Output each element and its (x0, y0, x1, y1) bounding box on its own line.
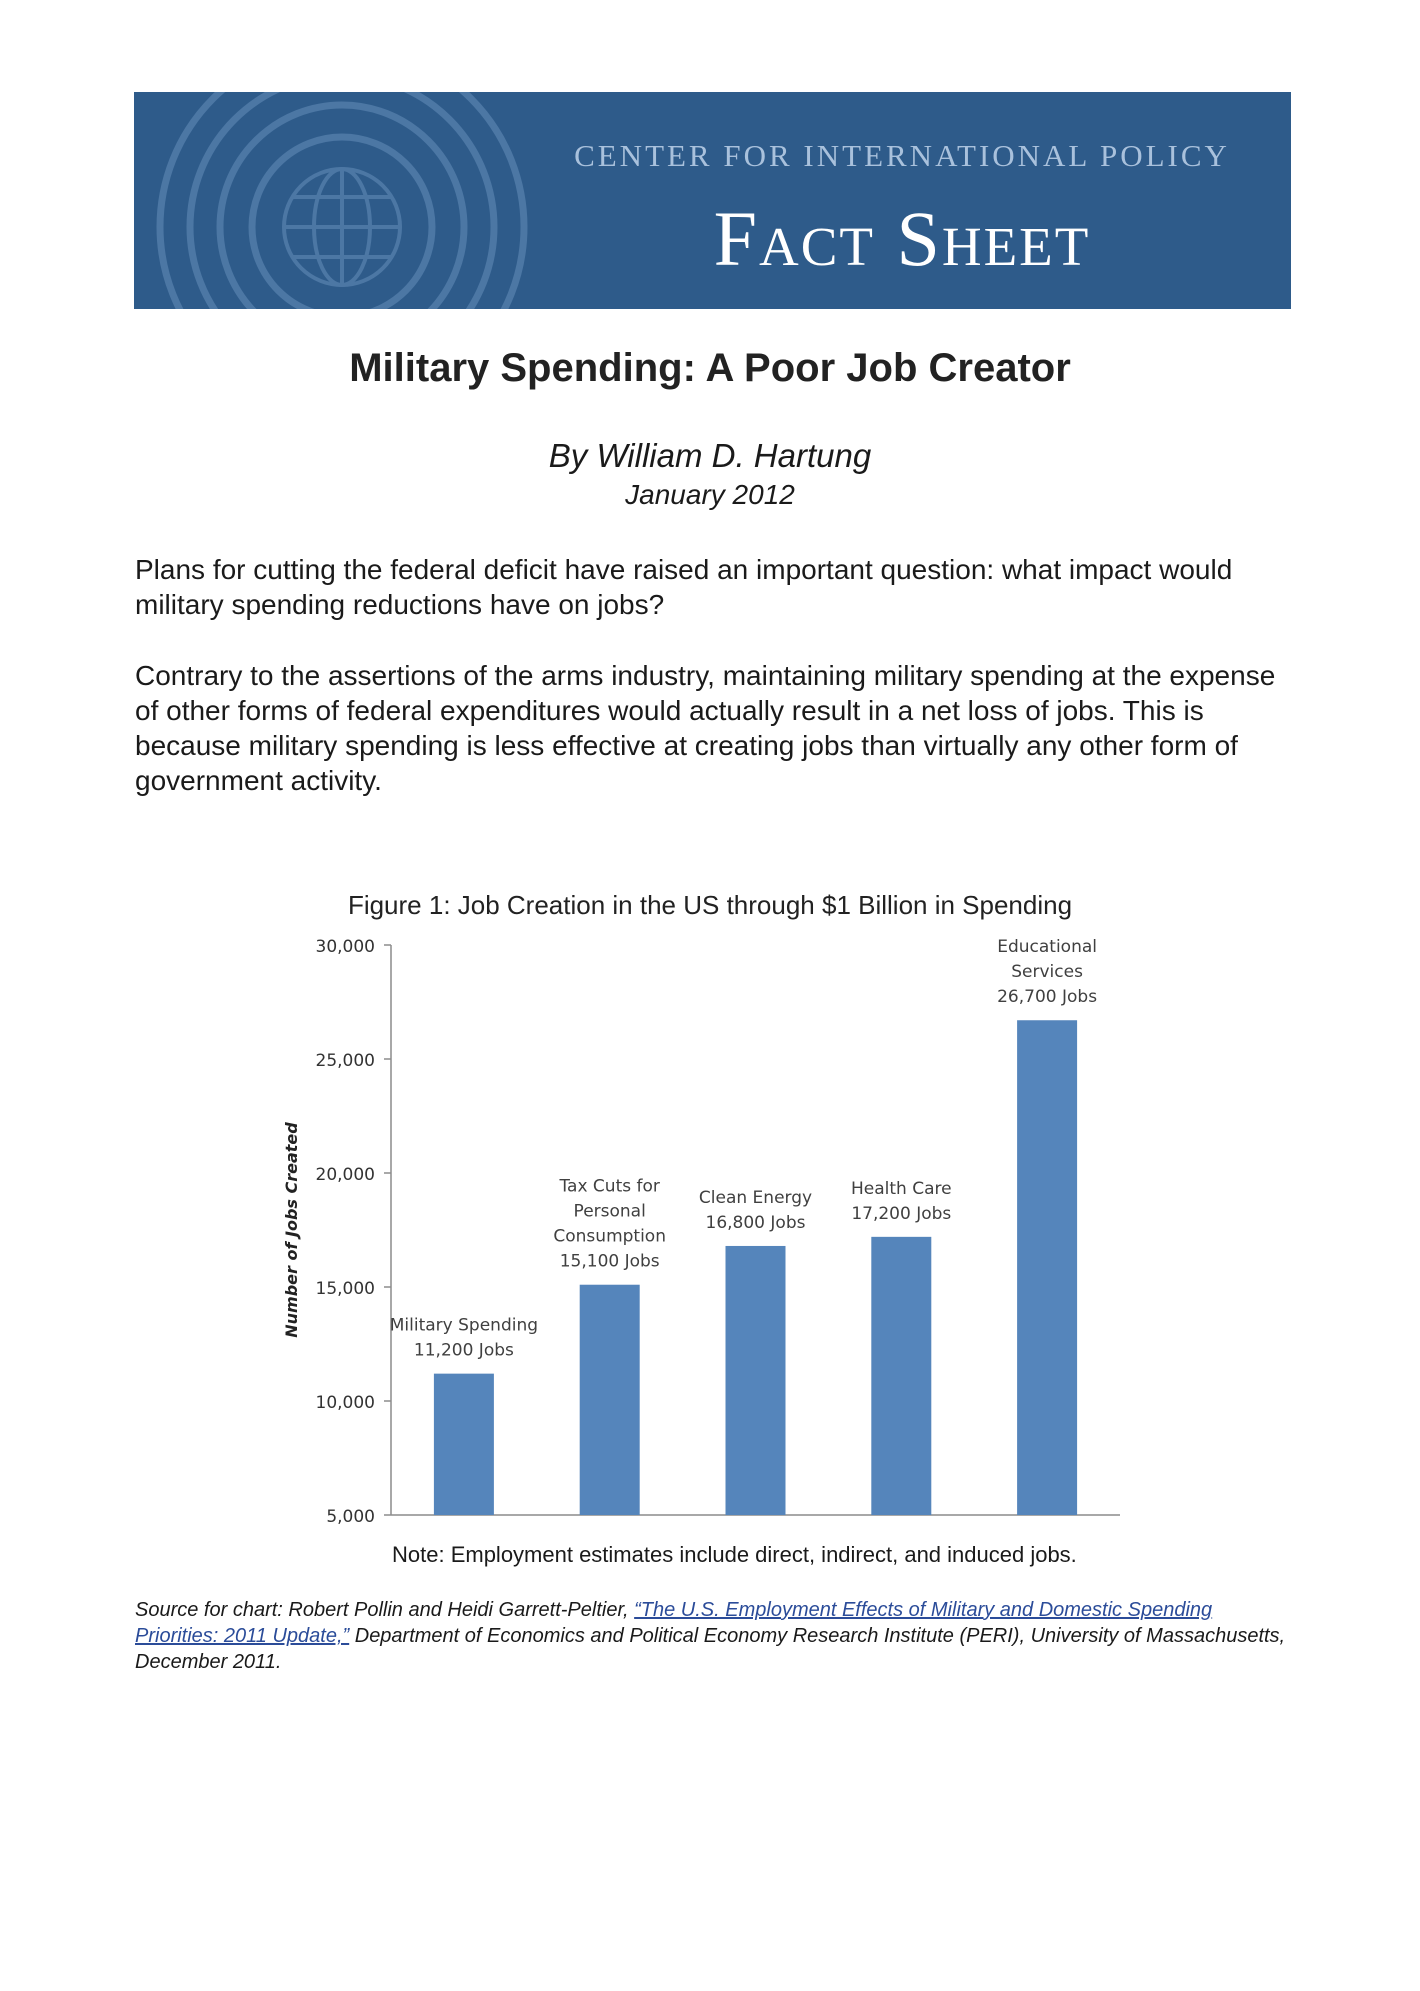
data-label: Clean Energy (698, 1187, 813, 1208)
data-label: 17,200 Jobs (851, 1203, 952, 1224)
source-suffix: Department of Economics and Political Economy Research Institute (PERI), University of Massachusetts, December 2011. (135, 1625, 1286, 1673)
document-title: Military Spending: A Poor Job Creator (349, 346, 1071, 390)
paragraph-1: Plans for cutting the federal deficit have raised an important question: what impact would military spending reductions have on jobs? (135, 554, 1233, 620)
source-link[interactable]: “The U.S. Employment Effects of Military and Domestic Spending Priorities: 2011 Update,” (135, 1599, 1213, 1647)
banner-title: Fact Sheet (713, 195, 1091, 282)
y-axis-label: Number of Jobs Created (282, 1122, 301, 1338)
bar (871, 1237, 931, 1515)
data-label: Consumption (553, 1226, 666, 1247)
y-tick-label: 10,000 (315, 1393, 375, 1413)
y-tick-label: 30,000 (315, 937, 375, 957)
chart-title: Figure 1: Job Creation in the US through $1 Billion in Spending (347, 890, 1073, 920)
banner-org-name: CENTER FOR INTERNATIONAL POLICY (574, 138, 1230, 173)
data-label: Health Care (851, 1178, 952, 1199)
paragraph-2: Contrary to the assertions of the arms industry, maintaining military spending at the expense of other forms of federal expenditures would actually result in a net loss of jobs. This is because military spending is less effective at creating jobs than virtually any other form of government activity. (135, 660, 1276, 796)
bar (1017, 1020, 1077, 1515)
data-label: Personal (573, 1201, 646, 1222)
source-prefix: Source for chart: Robert Pollin and Heidi Garrett-Peltier, (135, 1599, 635, 1621)
data-label: 15,100 Jobs (559, 1251, 660, 1272)
bar (726, 1246, 786, 1515)
data-label: Military Spending (389, 1315, 539, 1336)
chart-note: Note: Employment estimates include direct, indirect, and induced jobs. (392, 1542, 1077, 1567)
y-tick-label: 25,000 (315, 1051, 375, 1071)
source-citation (135, 1597, 1295, 1675)
data-label: 11,200 Jobs (413, 1340, 514, 1361)
bar (580, 1285, 640, 1515)
bar (434, 1374, 494, 1515)
date-line: January 2012 (625, 479, 795, 510)
data-label: Educational (997, 937, 1097, 958)
data-label: Services (1011, 962, 1083, 983)
data-label: 16,800 Jobs (705, 1212, 806, 1233)
data-label: Tax Cuts for (559, 1176, 660, 1197)
data-label: 26,700 Jobs (997, 987, 1098, 1008)
y-tick-label: 5,000 (326, 1507, 375, 1527)
author-line: By William D. Hartung (548, 437, 872, 474)
y-tick-label: 20,000 (315, 1165, 375, 1185)
y-tick-label: 15,000 (315, 1279, 375, 1299)
